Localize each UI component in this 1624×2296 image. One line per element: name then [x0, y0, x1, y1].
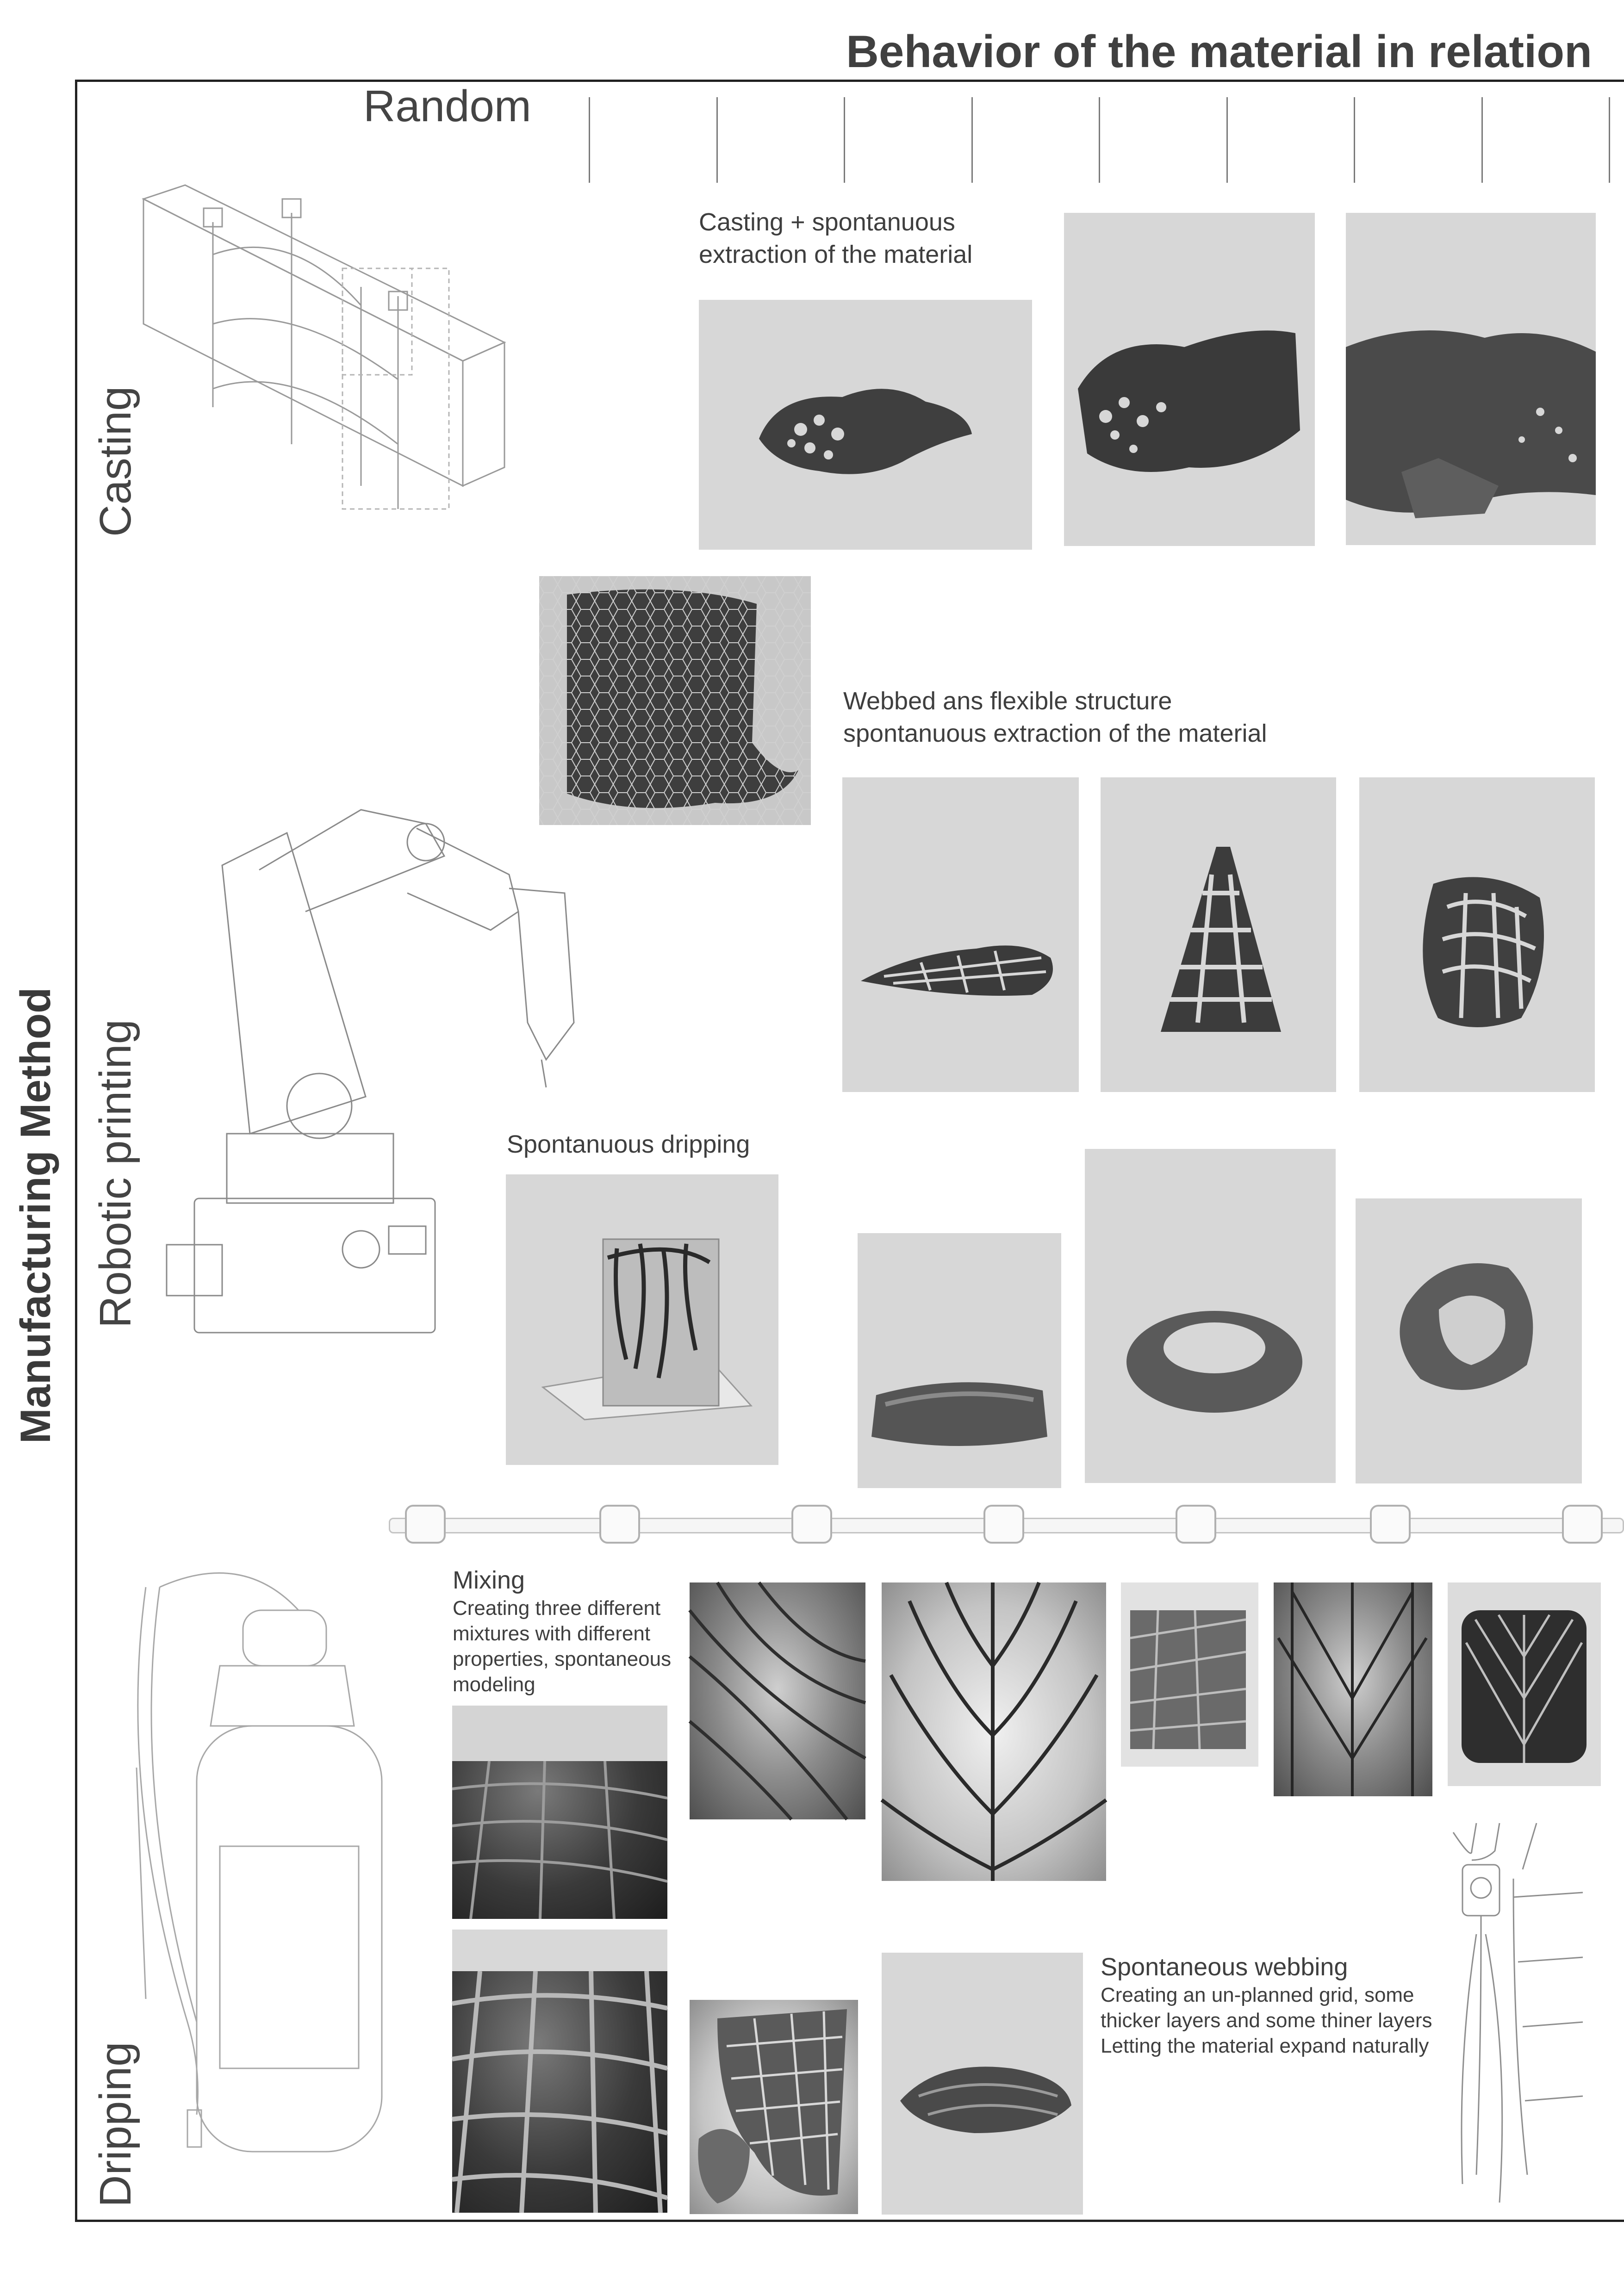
- axis-tick: [844, 97, 845, 183]
- page-title: Behavior of the material in relation: [846, 26, 1592, 77]
- row-label-robotic-printing: Robotic printing: [91, 1019, 140, 1328]
- timeline-node: [791, 1505, 832, 1544]
- mixing-photo-6: [1274, 1582, 1432, 1796]
- axis-tick: [716, 97, 718, 183]
- axis-tick: [1354, 97, 1355, 183]
- axis-tick: [1481, 97, 1483, 183]
- mixing-photo-1: [452, 1706, 667, 1919]
- webbed-sample-photo-2: [1101, 777, 1336, 1092]
- axis-tick: [589, 97, 590, 183]
- mixing-photo-5: [1121, 1582, 1258, 1767]
- row-label-dripping: Dripping: [91, 2042, 140, 2207]
- pressure-sprayer-drawing: [104, 1559, 400, 2207]
- webbed-sample-photo-1: [842, 777, 1079, 1092]
- caption-casting: Casting + spontanuous extraction of the material: [699, 208, 973, 268]
- webbing-photo-2: [882, 1953, 1083, 2215]
- axis-tick: [1609, 97, 1610, 183]
- dripping-sample-photo-3: [1085, 1149, 1336, 1483]
- dripping-sample-photo-1: [506, 1174, 778, 1465]
- mixing-heading: Mixing: [453, 1566, 525, 1594]
- webbed-sample-photo-3: [1359, 777, 1595, 1092]
- webbing-description: Creating an un-planned grid, some thicker layers and some thiner layers Letting the material expand naturally: [1101, 1984, 1432, 2057]
- axis-top-label: Random: [363, 81, 531, 131]
- timeline-node: [983, 1505, 1024, 1544]
- mixing-photo-2: [452, 1930, 667, 2213]
- frame-left-line: [75, 80, 77, 2222]
- casting-sample-photo-3: [1346, 213, 1596, 545]
- axis-side-label: Manufacturing Method: [12, 987, 59, 1444]
- webbing-heading: Spontaneous webbing: [1101, 1953, 1348, 1981]
- casting-sample-photo-1: [699, 300, 1032, 550]
- casting-frame-drawing: [139, 185, 518, 518]
- robotic-mesh-photo: [539, 576, 811, 825]
- frame-bottom-line: [75, 2220, 1624, 2222]
- axis-tick: [971, 97, 973, 183]
- axis-tick: [1226, 97, 1228, 183]
- dripping-sample-photo-4: [1356, 1198, 1582, 1483]
- mixing-photo-7: [1448, 1582, 1601, 1786]
- timeline-node: [599, 1505, 640, 1544]
- dripping-sample-photo-2: [858, 1233, 1061, 1488]
- axis-tick: [1099, 97, 1100, 183]
- mixing-photo-4: [882, 1582, 1106, 1881]
- caption-spontaneous-dripping: Spontanuous dripping: [507, 1130, 750, 1158]
- mixing-description: Creating three different mixtures with different properties, spontaneous modeling: [453, 1597, 672, 1696]
- webbing-photo-1: [690, 2000, 858, 2214]
- dripping-nozzle-drawing: [1444, 1823, 1592, 2216]
- timeline-node: [1176, 1505, 1216, 1544]
- timeline-node: [405, 1505, 446, 1544]
- frame-top-line: [76, 80, 1624, 82]
- row-label-casting: Casting: [91, 386, 140, 537]
- timeline-node: [1370, 1505, 1411, 1544]
- caption-webbed: Webbed ans flexible structure spontanuous extraction of the material: [843, 687, 1267, 747]
- timeline-node: [1562, 1505, 1603, 1544]
- mixing-photo-3: [690, 1582, 865, 1819]
- casting-sample-photo-2: [1064, 213, 1315, 546]
